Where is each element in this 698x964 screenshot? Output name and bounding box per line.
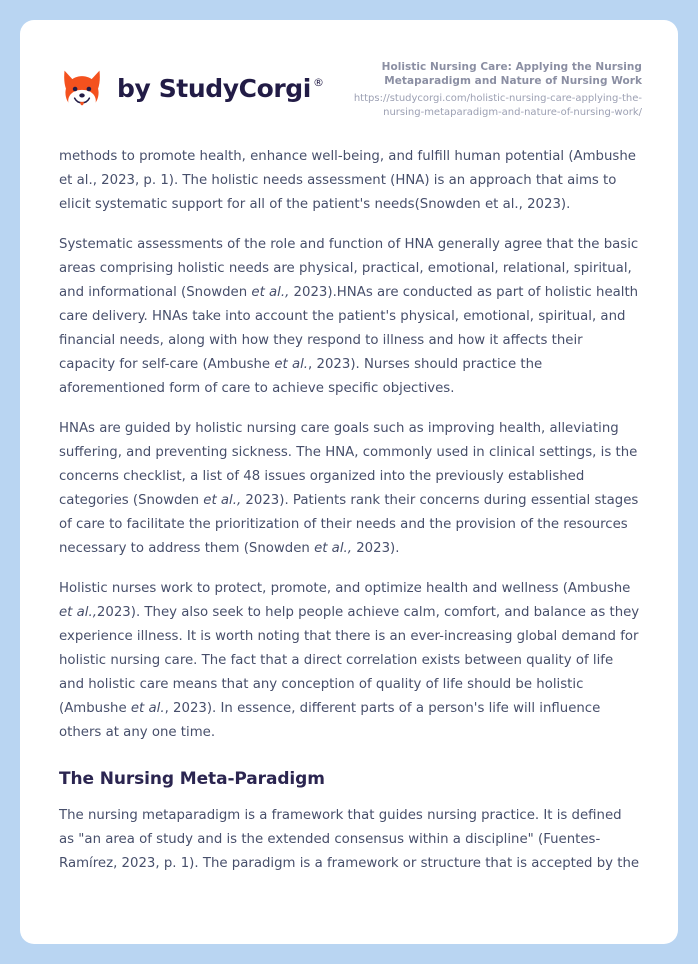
paragraph-5	[59, 804, 640, 876]
document-page	[20, 20, 678, 944]
text-run: Holistic nurses work to protect, promote, and optimize health and wellness (Ambushe	[59, 581, 631, 597]
text-run: methods to promote health, enhance well-being, and fulfill human potential (Ambushe et al., 2023, p. 1). The holistic needs assessment (HNA) is an approach that aims to elicit systematic support for all of the patient's needs(Snowden et al., 2023).	[59, 149, 636, 213]
brand-wordmark	[117, 74, 324, 104]
corgi-face-logo-icon	[59, 66, 105, 112]
citation-italic: et al.,	[59, 605, 97, 621]
text-run: , 2023). Nurses should practice the aforementioned form of care to achieve specific objectives.	[59, 357, 543, 397]
page-url: https://studycorgi.com/holistic-nursing-care-applying-the-nursing-metaparadigm-and-nature-of-nursing-work/	[353, 93, 642, 118]
brand-logo[interactable]	[59, 66, 324, 112]
page-header	[20, 20, 678, 119]
paragraph-list-after-heading	[59, 804, 640, 876]
registered-trademark-icon: ®	[312, 76, 324, 90]
text-run: 2023).	[351, 541, 400, 557]
header-meta	[342, 58, 642, 119]
text-run: The nursing metaparadigm is a framework that guides nursing practice. It is defined as "an area of study and is the extended consensus within a discipline" (Fuentes-Ramírez, 2023, p. 1). The paradigm is a framework or structure that is accepted by the	[59, 808, 640, 872]
paragraph-3	[59, 417, 640, 561]
paragraph-list-before-heading	[59, 145, 640, 745]
text-run: 2023).HNAs are conducted as part of holistic health care delivery. HNAs take into account the patient's physical, emotional, spiritual, and financial needs, along with how they respond to illness and how it affects their capacity for self-care (Ambushe	[59, 285, 639, 373]
text-run: 2023). They also seek to help people achieve calm, comfort, and balance as they experience illness. It is worth noting that there is an ever-increasing global demand for holistic nursing care. The fact that a direct correlation exists between quality of life and holistic care means that any conception of quality of life should be holistic (Ambushe	[59, 605, 640, 717]
text-run: Systematic assessments of the role and function of HNA generally agree that the basic areas comprising holistic needs are physical, practical, emotional, relational, spiritual, and informational (Snowden	[59, 237, 639, 301]
citation-italic: et al.	[130, 701, 165, 717]
article-content	[20, 119, 678, 876]
brand-name: by StudyCorgi	[117, 74, 311, 104]
page-title: Holistic Nursing Care: Applying the Nursing Metaparadigm and Nature of Nursing Work	[381, 61, 642, 88]
text-run: , 2023). In essence, different parts of a person's life will influence others at any one time.	[59, 701, 601, 741]
section-heading: The Nursing Meta-Paradigm	[59, 769, 325, 790]
text-run: 2023). Patients rank their concerns during essential stages of care to facilitate the prioritization of their needs and the provision of the resources necessary to address them (Snowden	[59, 493, 639, 557]
citation-italic: et al.	[274, 357, 309, 373]
paragraph-4	[59, 577, 640, 745]
text-run: HNAs are guided by holistic nursing care goals such as improving health, alleviating suffering, and preventing sickness. The HNA, commonly used in clinical settings, is the concerns checklist, a list of 48 issues organized into the previously established categories (Snowden	[59, 421, 638, 509]
citation-italic: et al.,	[314, 541, 352, 557]
paragraph-2	[59, 233, 640, 401]
citation-italic: et al.,	[251, 285, 290, 301]
citation-italic: et al.,	[203, 493, 242, 509]
paragraph-1	[59, 145, 640, 217]
